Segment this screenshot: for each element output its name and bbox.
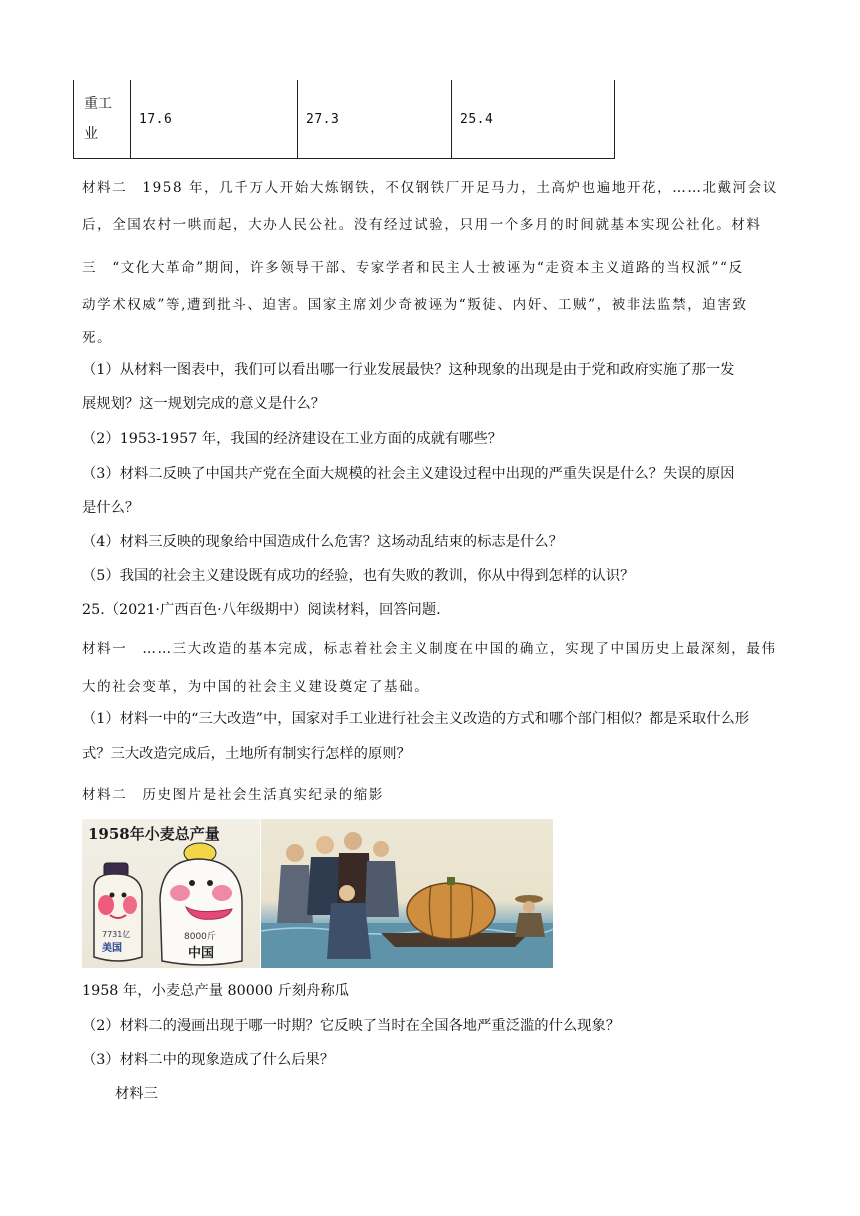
cheek-shape xyxy=(170,885,190,901)
cartoon-title: 1958年小麦总产量 xyxy=(88,825,220,843)
table-cell: 27.3 xyxy=(298,80,452,159)
material3-line: 死。 xyxy=(82,330,113,346)
material1-line: 大的社会变革，为中国的社会主义建设奠定了基础。 xyxy=(82,679,430,695)
question-line: （4）材料三反映的现象给中国造成什么危害？这场动乱结束的标志是什么？ xyxy=(82,534,563,550)
giant-pumpkin-painting-image xyxy=(261,819,553,968)
eye-shape xyxy=(207,880,213,886)
wheat-yield-cartoon-image xyxy=(82,819,260,968)
table-cell: 17.6 xyxy=(131,80,298,159)
data-table-fragment xyxy=(73,80,615,159)
material3-line: 动学术权威”等,遭到批斗、迫害。国家主席刘少奇被诬为“叛徒、内奸、工贼”，被非法监禁，迫害致 xyxy=(82,297,748,313)
table-row-label-cell xyxy=(74,80,131,159)
question-line: （3）材料二中的现象造成了什么后果？ xyxy=(82,1052,335,1068)
material3-heading: 材料三 xyxy=(115,1086,158,1102)
question-line: 式？三大改造完成后，土地所有制实行怎样的原则？ xyxy=(82,746,411,762)
question-line: 展规划？这一规划完成的意义是什么？ xyxy=(82,396,326,412)
cheek-shape xyxy=(98,895,114,915)
material2-heading: 材料二 历史图片是社会生活真实纪录的缩影 xyxy=(82,787,384,803)
left-figure-country: 美国 xyxy=(102,943,122,954)
left-figure-number: 7731亿 xyxy=(102,930,131,939)
right-figure-country: 中国 xyxy=(188,946,215,961)
eye-shape xyxy=(122,893,127,898)
eye-shape xyxy=(110,893,115,898)
cartoon-illustration xyxy=(82,819,260,968)
cheek-shape xyxy=(212,885,232,901)
material2-line: 后，全国农村一哄而起，大办人民公社。没有经过试验，只用一个多月的时间就基本实现公社化。材料 xyxy=(82,217,762,233)
question-line: （5）我国的社会主义建设既有成功的经验，也有失败的教训，你从中得到怎样的认识？ xyxy=(82,568,635,584)
material1-line: 材料一 ……三大改造的基本完成，标志着社会主义制度在中国的确立，实现了中国历史上最深刻，最伟 xyxy=(82,641,777,657)
right-figure-number: 8000斤 xyxy=(184,932,216,942)
question-line: （1）材料一中的“三大改造”中，国家对手工业进行社会主义改造的方式和哪个部门相似？都是采取什么形 xyxy=(82,711,750,727)
boatman-figure xyxy=(515,895,545,937)
table-cell: 25.4 xyxy=(452,80,615,159)
material3-line: 三 “文化大革命”期间，许多领导干部、专家学者和民主人士被诬为“走资本主义道路的当权派”“反 xyxy=(82,260,744,276)
question-line: 是什么？ xyxy=(82,500,140,516)
table-row-label: 重工业 xyxy=(84,96,112,142)
table-row xyxy=(74,80,615,159)
pumpkin-stem xyxy=(447,877,455,885)
question-line: （2）材料二的漫画出现于哪一时期？它反映了当时在全国各地严重泛滥的什么现象？ xyxy=(82,1018,621,1034)
eye-shape xyxy=(189,880,195,886)
painting-illustration xyxy=(261,819,553,968)
question-25-title: 25.（2021·广西百色·八年级期中）阅读材料，回答问题. xyxy=(82,602,441,618)
material2-line: 材料二 1958 年，几千万人开始大炼钢铁，不仅钢铁厂开足马力，土高炉也遍地开花，……北戴河会议 xyxy=(82,180,778,196)
cheek-shape xyxy=(123,896,137,914)
image-caption: 1958 年，小麦总产量 80000 斤刻舟称瓜 xyxy=(82,983,350,999)
question-line: （2）1953-1957 年，我国的经济建设在工业方面的成就有哪些？ xyxy=(82,431,503,447)
question-line: （1）从材料一图表中，我们可以看出哪一行业发展最快？这种现象的出现是由于党和政府实施了那一发 xyxy=(82,362,735,378)
question-line: （3）材料二反映了中国共产党在全面大规模的社会主义建设过程中出现的严重失误是什么？失误的原因 xyxy=(82,466,735,482)
